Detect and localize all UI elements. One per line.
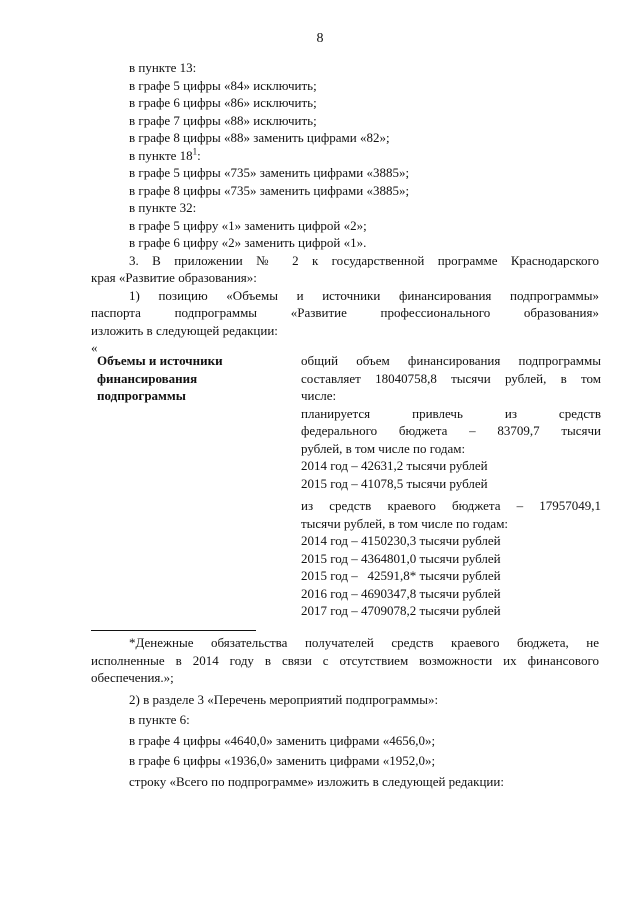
value-line: 2017 год – 4709078,2 тысячи рублей — [301, 603, 501, 618]
value-line: 2016 год – 4690347,8 тысячи рублей — [301, 585, 501, 601]
value-line: 2015 год – 4364801,0 тысячи рублей — [301, 550, 501, 566]
text-line: в пункте 13: — [129, 60, 197, 75]
text-line: в графе 5 цифру «1» заменить цифрой «2»; — [129, 217, 367, 233]
passport-label — [97, 352, 287, 405]
superscript: 1 — [192, 146, 198, 157]
label-line: подпрограммы — [97, 388, 186, 403]
text-line: изложить в следующей редакции: — [91, 322, 278, 338]
text-line: в графе 6 цифры «1936,0» заменить цифрами «1952,0»; — [129, 753, 436, 768]
open-quote: « — [91, 340, 98, 355]
text-line: в графе 6 цифры «86» исключить; — [129, 95, 317, 110]
amendments-block — [91, 59, 599, 357]
footnote-block — [91, 634, 599, 790]
text-line — [91, 147, 599, 165]
value-line: составляет 18040758,8 тысячи рублей, в том — [301, 370, 601, 386]
value-line: числе: — [301, 388, 337, 403]
text-line: строку «Всего по подпрограмме» изложить в следующей редакции: — [129, 773, 504, 789]
passport-value — [301, 352, 601, 620]
text-line: края «Развитие образования»: — [91, 270, 257, 285]
footnote-divider — [91, 630, 256, 631]
value-line: 2015 год – 41078,5 тысячи рублей — [301, 475, 488, 491]
point18-label: в пункте 18 — [129, 147, 193, 163]
value-line: планируется привлечь из средств — [301, 405, 601, 421]
footnote-line: *Денежные обязательства получателей средств краевого бюджета, не — [129, 635, 599, 650]
value-line: из средств краевого бюджета – 17957049,1 — [301, 498, 601, 513]
text-line: 3. В приложении № 2 к государственной программе Краснодарского — [129, 252, 599, 268]
value-line: общий объем финансирования подпрограммы — [301, 353, 601, 368]
value-line: 2015 год – 42591,8* тысячи рублей — [301, 568, 501, 583]
text-line: в графе 8 цифры «88» заменить цифрами «82»; — [129, 130, 390, 145]
text-line: в графе 5 цифры «735» заменить цифрами «3885»; — [129, 165, 410, 180]
page-number: 8 — [316, 31, 324, 46]
text-line: паспорта подпрограммы «Развитие профессионального образования» — [91, 305, 599, 320]
text-line: в графе 8 цифры «735» заменить цифрами «3885»; — [129, 182, 410, 198]
footnote-line: обеспечения.»; — [91, 670, 174, 685]
value-line: рублей, в том числе по годам: — [301, 440, 466, 456]
value-line: тысячи рублей, в том числе по годам: — [301, 515, 509, 531]
footnote-line: исполненные в 2014 году в связи с отсутствием возможности их финансового — [91, 652, 599, 668]
text-line: 1) позицию «Объемы и источники финансирования подпрограммы» — [129, 287, 599, 303]
text-line: в пункте 32: — [129, 200, 197, 215]
text-line: в графе 5 цифры «84» исключить; — [129, 77, 317, 93]
value-line: федерального бюджета – 83709,7 тысячи — [301, 423, 601, 438]
value-line: 2014 год – 42631,2 тысячи рублей — [301, 458, 488, 473]
label-line: финансирования — [97, 370, 198, 386]
text-line: в графе 7 цифры «88» исключить; — [129, 112, 317, 128]
label-line: Объемы и источники — [97, 353, 223, 368]
text-line: в графе 4 цифры «4640,0» заменить цифрами «4656,0»; — [129, 732, 436, 748]
text-line: в графе 6 цифру «2» заменить цифрой «1». — [129, 235, 367, 250]
text-line: 2) в разделе 3 «Перечень мероприятий подпрограммы»: — [129, 691, 439, 707]
text-line: в пункте 6: — [129, 712, 190, 727]
value-line: 2014 год – 4150230,3 тысячи рублей — [301, 533, 501, 548]
point18-colon: : — [197, 147, 201, 163]
